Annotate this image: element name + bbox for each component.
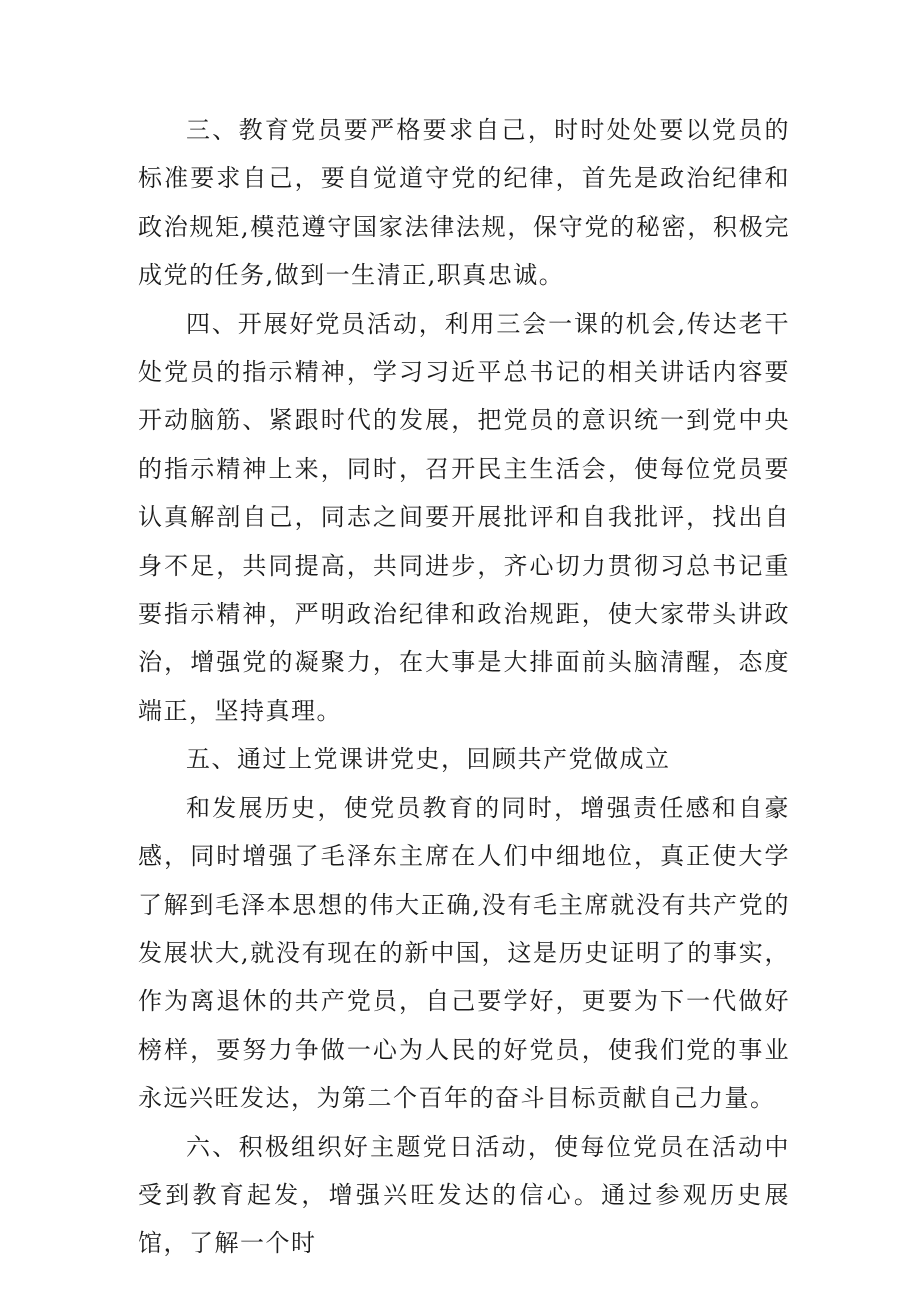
paragraph-section-5-heading: 五、通过上党课讲党史，回顾共产党做成立: [186, 745, 671, 774]
paragraph-section-4: 四、开展好党员活动，利用三会一课的机会,传达老干处党员的指示精神，学习习近平总书记的相关讲话内容要开动脑筋、紧跟时代的发展，把党员的意识统一到党中央的指示精神上来，同时，召开民主生活会，使每位党员要认真解剖自己，同志之间要开展批评和自我批评，找出自身不足，共同提高，共同进步，齐心切力贯彻习总书记重要指示精神，严明政治纪律和政治规距，使大家带头讲政治，增强党的凝聚力，在大事是大排面前头脑清醒，态度端正，坚持真理。: [138, 309, 790, 725]
paragraph-section-3: 三、教育党员要严格要求自己，时时处处要以党员的标准要求自己，要自觉道守党的纪律，首先是政治纪律和政治规矩,模范遵守国家法律法规，保守党的秘密，积极完成党的任务,做到一生清正,职真忠诚。: [138, 116, 790, 290]
paragraph-section-6: 六、积极组织好主题党日活动，使每位党员在活动中受到教育起发，增强兴旺发达的信心。通过参观历史展馆，了解一个时: [138, 1132, 790, 1258]
paragraph-section-5-body: 和发展历史，使党员教育的同时，增强责任感和自豪感，同时增强了毛泽东主席在人们中细地位，真正使大学了解到毛泽本思想的伟大正确,没有毛主席就没有共产党的发展状大,就没有现在的新中国，这是历史证明了的事实，作为离退休的共产党员，自己要学好，更要为下一代做好榜样，要努力争做一心为人民的好党员，使我们党的事业永远兴旺发达，为第二个百年的奋斗目标贡献自己力量。: [138, 793, 790, 1113]
document-body: [138, 106, 790, 1268]
